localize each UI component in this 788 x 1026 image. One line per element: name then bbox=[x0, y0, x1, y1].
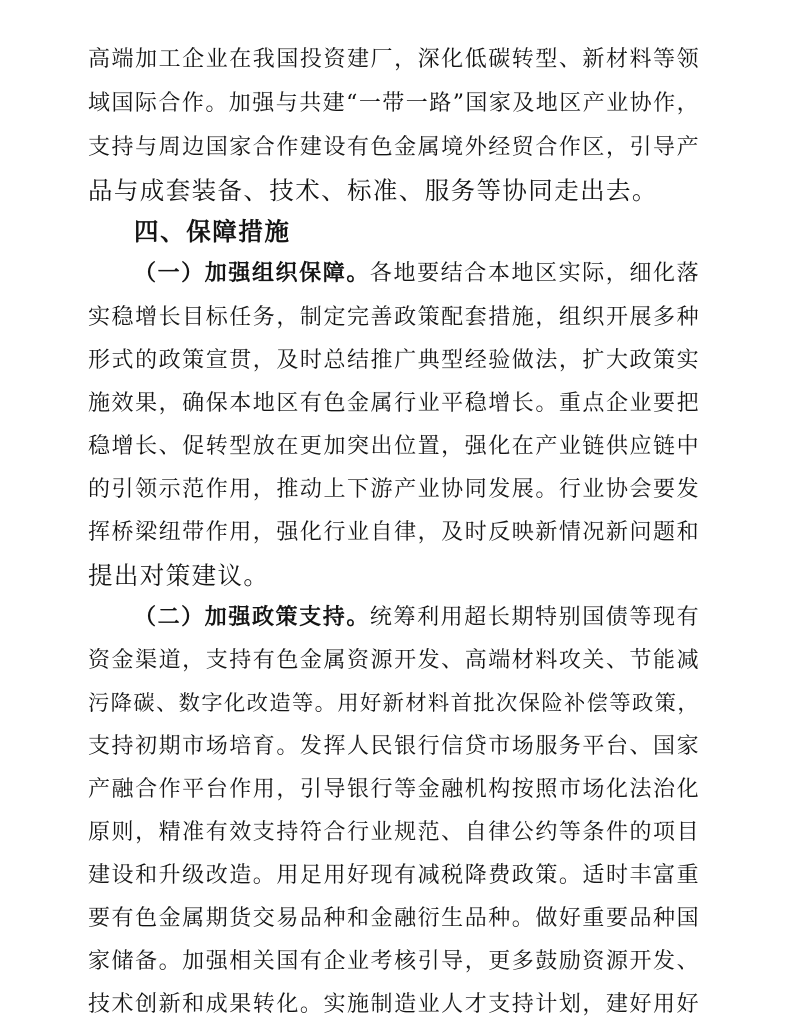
body-text-line: 产融合作平台作用，引导银行等金融机构按照市场化法治化 bbox=[88, 777, 700, 802]
body-text-line: 污降碳、数字化改造等。用好新材料首批次保险补偿等政策， bbox=[88, 691, 700, 716]
body-text-line: 施效果，确保本地区有色金属行业平稳增长。重点企业要把 bbox=[88, 391, 700, 416]
section-heading: 四、保障措施 bbox=[134, 217, 291, 246]
body-text-line: 形式的政策宣贯，及时总结推广典型经验做法，扩大政策实 bbox=[88, 348, 700, 373]
paragraph-text: 统筹利用超长期特别国债等现有 bbox=[369, 605, 700, 630]
body-text-line: 域国际合作。加强与共建“一带一路”国家及地区产业协作， bbox=[88, 91, 700, 116]
body-text-line: 支持与周边国家合作建设有色金属境外经贸合作区，引导产 bbox=[88, 135, 700, 160]
body-text-line: 技术创新和成果转化。实施制造业人才支持计划，建好用好 bbox=[88, 992, 700, 1017]
paragraph-text: 各地要结合本地区实际，细化落 bbox=[369, 261, 700, 286]
paragraph-first-line bbox=[88, 598, 700, 638]
body-text-line: 资金渠道，支持有色金属资源开发、高端材料攻关、节能减 bbox=[88, 648, 700, 673]
paragraph-first-line bbox=[88, 254, 700, 294]
body-text-line: 提出对策建议。 bbox=[88, 561, 270, 590]
body-text-line: 原则，精准有效支持符合行业规范、自律公约等条件的项目 bbox=[88, 820, 700, 845]
body-text-line: 挥桥梁纽带作用，强化行业自律，及时反映新情况新问题和 bbox=[88, 520, 700, 545]
body-text-line: 实稳增长目标任务，制定完善政策配套措施，组织开展多种 bbox=[88, 305, 700, 330]
paragraph-title: （二）加强政策支持。 bbox=[134, 605, 370, 630]
body-text-line: 稳增长、促转型放在更加突出位置，强化在产业链供应链中 bbox=[88, 434, 700, 459]
body-text-line: 家储备。加强相关国有企业考核引导，更多鼓励资源开发、 bbox=[88, 949, 700, 974]
body-text-line: 的引领示范作用，推动上下游产业协同发展。行业协会要发 bbox=[88, 477, 700, 502]
body-text-line: 品与成套装备、技术、标准、服务等协同走出去。 bbox=[88, 176, 658, 205]
paragraph-title: （一）加强组织保障。 bbox=[134, 261, 370, 286]
body-text-line: 建设和升级改造。用足用好现有减税降费政策。适时丰富重 bbox=[88, 863, 700, 888]
body-text-line: 支持初期市场培育。发挥人民银行信贷市场服务平台、国家 bbox=[88, 734, 700, 759]
body-text-line: 要有色金属期货交易品种和金融衍生品种。做好重要品种国 bbox=[88, 906, 700, 931]
body-text-line: 高端加工企业在我国投资建厂，深化低碳转型、新材料等领 bbox=[88, 47, 700, 72]
